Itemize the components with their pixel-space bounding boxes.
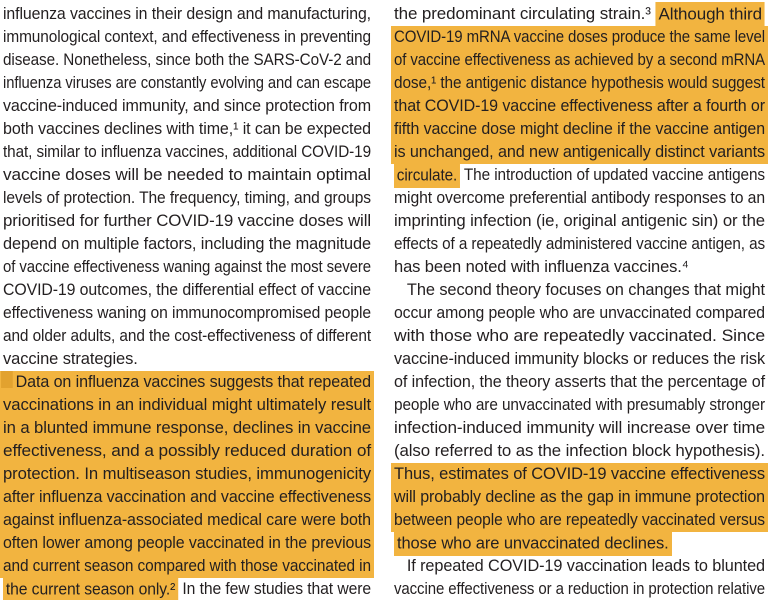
text-line — [3, 3, 371, 26]
text-segment: might overcome preferential antibody responses to an — [394, 189, 765, 207]
text-line — [3, 210, 371, 233]
highlighted-text: Thus, estimates of COVID-19 vaccine effectiveness — [394, 465, 765, 483]
text-line — [394, 440, 765, 463]
text-segment: vaccine-induced immunity, and since protection from — [3, 97, 371, 115]
text-line — [394, 118, 765, 141]
text-line — [3, 95, 371, 118]
text-line — [394, 210, 765, 233]
text-segment: vaccine strategies. — [3, 350, 138, 368]
text-segment: vaccine effectiveness or a reduction in protection relative — [394, 580, 765, 598]
indent-notch — [1, 371, 13, 388]
highlighted-text: is unchanged, and new antigenically distinct variants — [394, 143, 765, 161]
text-segment: people who are unvaccinated with presumably stronger — [394, 396, 765, 414]
text-line — [394, 141, 765, 164]
highlighted-text: after influenza vaccination and vaccine effectiveness — [3, 488, 371, 506]
text-segment: and older adults, and the cost-effectiveness of different — [3, 327, 371, 345]
text-line — [3, 302, 371, 325]
highlighted-text: vaccinations in an individual might ultimately result — [3, 396, 371, 414]
text-line — [3, 417, 371, 440]
text-line — [394, 187, 765, 210]
text-segment: effects of a repeatedly administered vaccine antigen, as — [394, 235, 765, 253]
text-line — [3, 256, 371, 279]
text-segment: In the few studies that were — [178, 580, 371, 598]
text-line — [394, 509, 765, 532]
text-segment: influenza viruses are constantly evolving and can escape — [3, 74, 371, 92]
text-segment: has been noted with influenza vaccines.⁴ — [394, 258, 689, 276]
text-segment: depend on multiple factors, including the magnitude — [3, 235, 371, 253]
highlighted-text: protection. In multiseason studies, immunogenicity — [3, 465, 371, 483]
highlighted-text: will probably decline as the gap in immune protection — [394, 488, 765, 506]
highlighted-text: effectiveness, and a possibly reduced duration of — [3, 442, 371, 460]
highlighted-text: the current season only.² — [3, 577, 178, 600]
highlighted-text: Although third — [655, 2, 765, 27]
text-line — [3, 509, 371, 532]
text-segment: effectiveness waning on immunocompromised people — [3, 304, 371, 322]
text-line — [3, 187, 371, 210]
highlighted-text: that COVID-19 vaccine effectiveness after a fourth or — [394, 97, 765, 115]
text-line — [394, 279, 765, 302]
text-segment: that, similar to influenza vaccines, additional COVID-19 — [3, 143, 371, 161]
text-segment: vaccine doses will be needed to maintain optimal — [3, 166, 371, 184]
text-segment: levels of protection. The frequency, timing, and groups — [3, 189, 371, 207]
text-segment: The introduction of updated vaccine antigens — [460, 166, 765, 184]
text-segment: imprinting infection (ie, original antigenic sin) or the — [394, 212, 765, 230]
text-line — [394, 555, 765, 578]
text-line — [394, 233, 765, 256]
text-segment: immunological context, and effectiveness in preventing — [3, 28, 371, 46]
text-line — [394, 486, 765, 509]
text-line — [3, 532, 371, 555]
text-segment: the predominant circulating strain.³ — [394, 5, 656, 23]
text-line — [394, 49, 765, 72]
text-line — [394, 164, 765, 187]
text-segment: disease. Nonetheless, since both the SARS-CoV-2 and — [3, 51, 371, 69]
paragraph-indent — [394, 279, 407, 296]
text-segment: vaccine-induced immunity blocks or reduces the risk — [394, 350, 765, 368]
text-line — [394, 72, 765, 95]
highlighted-text: of vaccine effectiveness as achieved by a second mRNA — [394, 51, 765, 69]
highlighted-text: dose,¹ the antigenic distance hypothesis would suggest — [394, 74, 765, 92]
text-line — [3, 72, 371, 95]
text-line — [3, 578, 371, 600]
text-segment: (also referred to as the infection block hypothesis). — [394, 442, 765, 460]
text-line — [3, 394, 371, 417]
text-line — [394, 256, 765, 279]
text-line — [394, 302, 765, 325]
text-segment: occur among people who are unvaccinated compared — [394, 304, 765, 322]
highlighted-text: against influenza-associated medical care were both — [3, 511, 371, 529]
text-segment: prioritised for further COVID-19 vaccine doses will — [3, 212, 371, 230]
text-line — [3, 371, 371, 394]
text-line — [394, 463, 765, 486]
text-segment: infection-induced immunity will increase over time — [394, 419, 765, 437]
text-segment: If repeated COVID-19 vaccination leads to blunted — [406, 557, 765, 575]
text-line — [3, 164, 371, 187]
text-line — [3, 233, 371, 256]
highlighted-text: circulate. — [394, 163, 460, 188]
text-line — [3, 118, 371, 141]
text-line — [3, 555, 371, 578]
text-line — [394, 3, 765, 26]
highlighted-text: Data on influenza vaccines suggests that repeated — [15, 373, 371, 391]
text-segment: COVID-19 outcomes, the differential effect of vaccine — [3, 281, 371, 299]
text-line — [394, 325, 765, 348]
text-line — [394, 417, 765, 440]
paragraph-indent — [394, 555, 407, 572]
highlighted-text: and current season compared with those vaccinated in — [3, 557, 371, 575]
text-line — [394, 578, 765, 600]
highlighted-text: those who are unvaccinated declines. — [394, 531, 672, 556]
text-line — [394, 95, 765, 118]
text-line — [3, 440, 371, 463]
highlighted-text: between people who are repeatedly vaccinated versus — [394, 511, 765, 529]
text-line — [394, 371, 765, 394]
text-segment: of vaccine effectiveness waning against the most severe — [3, 258, 371, 276]
text-line — [3, 486, 371, 509]
highlighted-text: often lower among people vaccinated in the previous — [3, 534, 371, 552]
text-line — [394, 394, 765, 417]
text-segment: both vaccines declines with time,¹ it can be expected — [3, 120, 371, 138]
text-column-left — [3, 0, 371, 600]
highlighted-text: fifth vaccine dose might decline if the vaccine antigen — [394, 120, 765, 138]
text-line — [3, 26, 371, 49]
text-line — [3, 279, 371, 302]
text-segment: of infection, the theory asserts that the percentage of — [394, 373, 765, 391]
text-line — [3, 463, 371, 486]
text-segment: influenza vaccines in their design and manufacturing, — [3, 5, 371, 23]
highlighted-text: COVID-19 mRNA vaccine doses produce the same level — [394, 28, 765, 46]
highlighted-text: in a blunted immune response, declines in vaccine — [3, 419, 371, 437]
text-column-right — [394, 0, 765, 600]
text-line — [394, 26, 765, 49]
text-line — [394, 532, 765, 555]
text-line — [3, 325, 371, 348]
text-segment: with those who are repeatedly vaccinated. Since — [394, 327, 765, 345]
text-line — [3, 49, 371, 72]
text-line — [3, 348, 371, 371]
text-segment: The second theory focuses on changes that might — [406, 281, 765, 299]
text-line — [3, 141, 371, 164]
text-line — [394, 348, 765, 371]
